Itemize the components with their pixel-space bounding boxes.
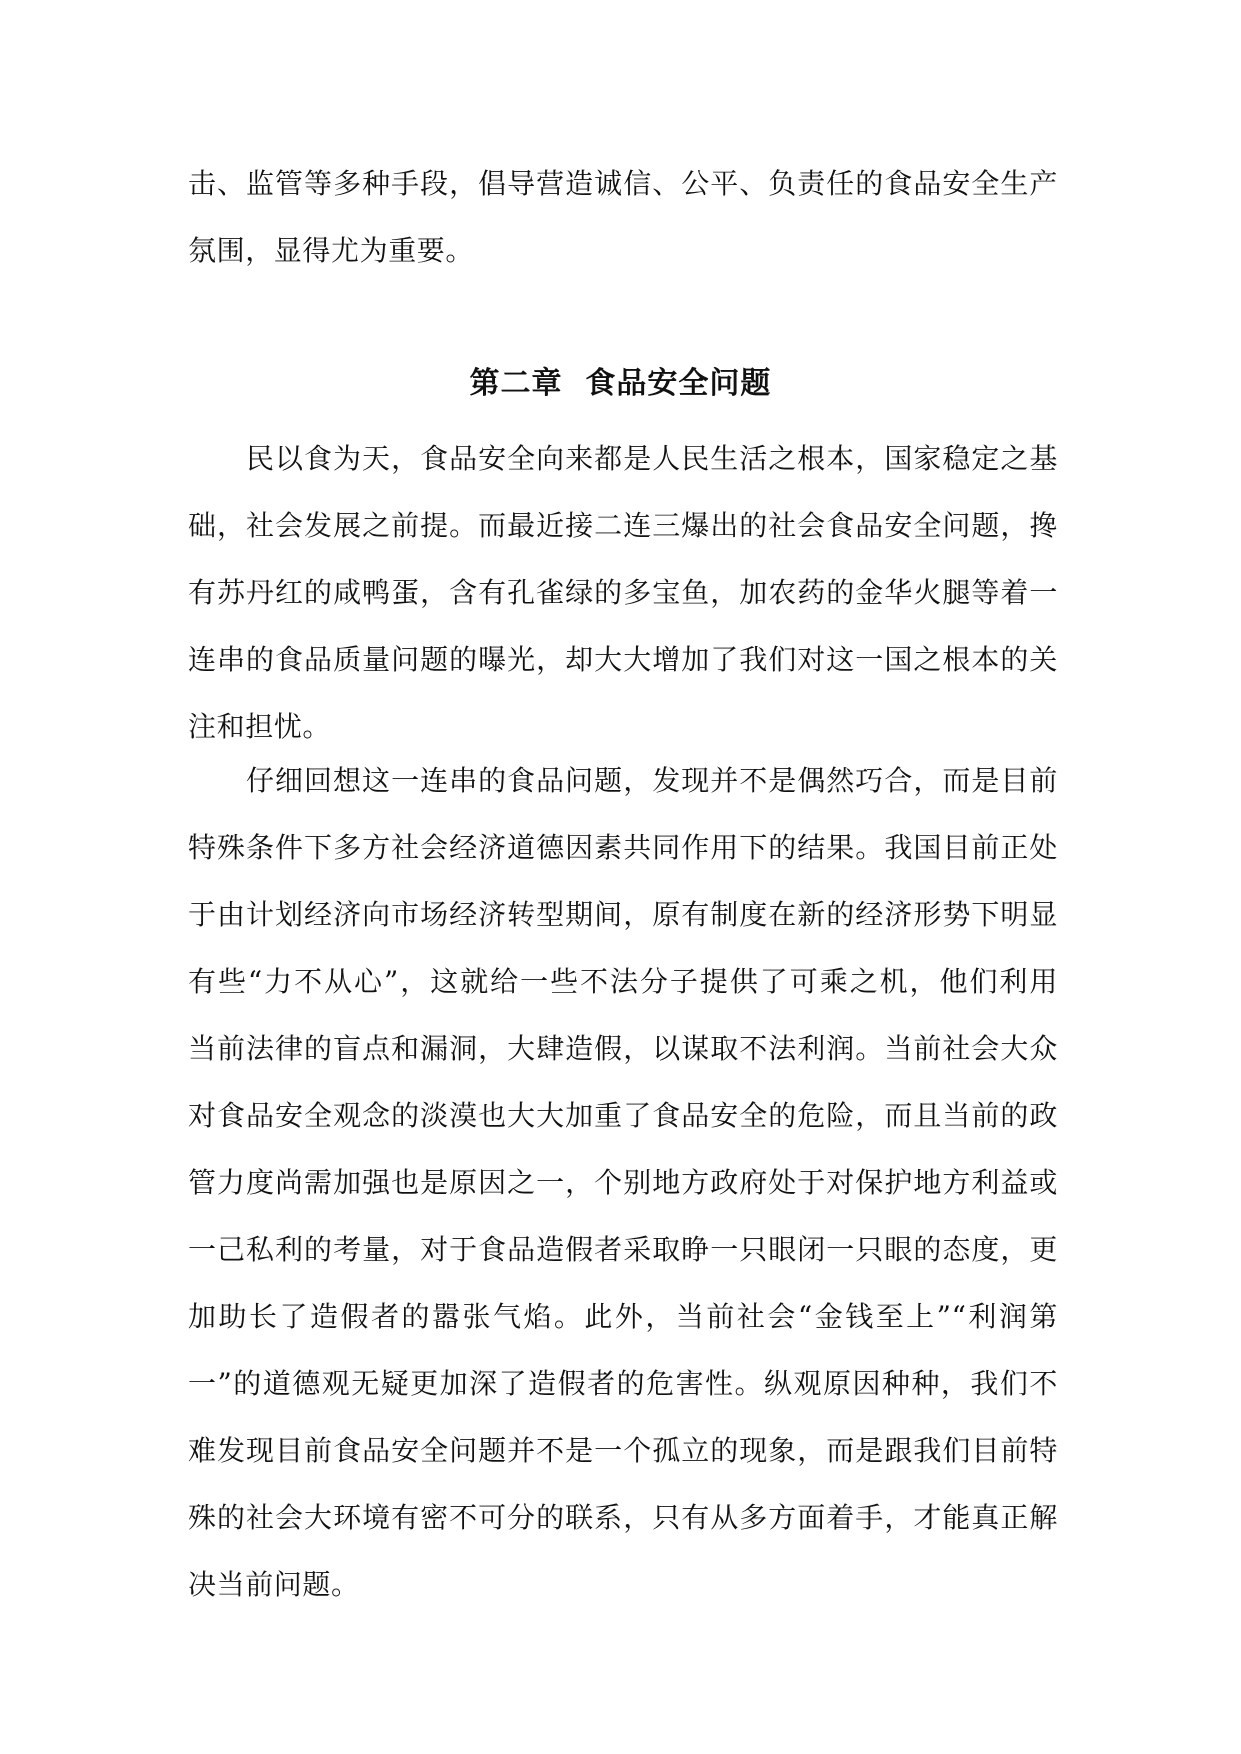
text-line: 特殊条件下多方社会经济道德因素共同作用下的结果。我国目前正处: [188, 831, 1058, 864]
text-line: 础，社会发展之前提。而最近接二连三爆出的社会食品安全问题，搀: [188, 509, 1058, 542]
text-line: 有苏丹红的咸鸭蛋，含有孔雀绿的多宝鱼，加农药的金华火腿等着一: [188, 576, 1058, 609]
paragraph-2: [188, 747, 1058, 1618]
chapter-title: 第二章 食品安全问题: [469, 366, 772, 401]
text-line: 决当前问题。: [188, 1568, 360, 1601]
text-line: 当前法律的盲点和漏洞，大肆造假，以谋取不法利润。当前社会大众: [188, 1032, 1058, 1065]
text-line: 对食品安全观念的淡漠也大大加重了食品安全的危险，而且当前的政: [188, 1099, 1058, 1132]
text-line: 难发现目前食品安全问题并不是一个孤立的现象，而是跟我们目前特: [188, 1434, 1058, 1467]
text-line: 注和担忧。: [188, 710, 332, 743]
intro-paragraph: [188, 150, 1058, 284]
text-line: 击、监管等多种手段，倡导营造诚信、公平、负责任的食品安全生产: [188, 167, 1058, 200]
text-line: 加助长了造假者的嚣张气焰。此外，当前社会“金钱至上”“利润第: [188, 1300, 1058, 1333]
text-line: 管力度尚需加强也是原因之一，个别地方政府处于对保护地方利益或: [188, 1166, 1058, 1199]
text-line: 氛围，显得尤为重要。: [188, 234, 475, 267]
text-line: 于由计划经济向市场经济转型期间，原有制度在新的经济形势下明显: [188, 898, 1058, 931]
text-line: 有些“力不从心”，这就给一些不法分子提供了可乘之机，他们利用: [188, 965, 1058, 998]
text-line: 民以食为天，食品安全向来都是人民生活之根本，国家稳定之基: [246, 442, 1058, 475]
text-line: 一己私利的考量，对于食品造假者采取睁一只眼闭一只眼的态度，更: [188, 1233, 1058, 1266]
text-line: 殊的社会大环境有密不可分的联系，只有从多方面着手，才能真正解: [188, 1501, 1058, 1534]
text-line: 连串的食品质量问题的曝光，却大大增加了我们对这一国之根本的关: [188, 643, 1058, 676]
text-line: 仔细回想这一连串的食品问题，发现并不是偶然巧合，而是目前: [246, 764, 1058, 797]
paragraph-1: [188, 425, 1058, 760]
text-line: 一”的道德观无疑更加深了造假者的危害性。纵观原因种种，我们不: [188, 1367, 1058, 1400]
